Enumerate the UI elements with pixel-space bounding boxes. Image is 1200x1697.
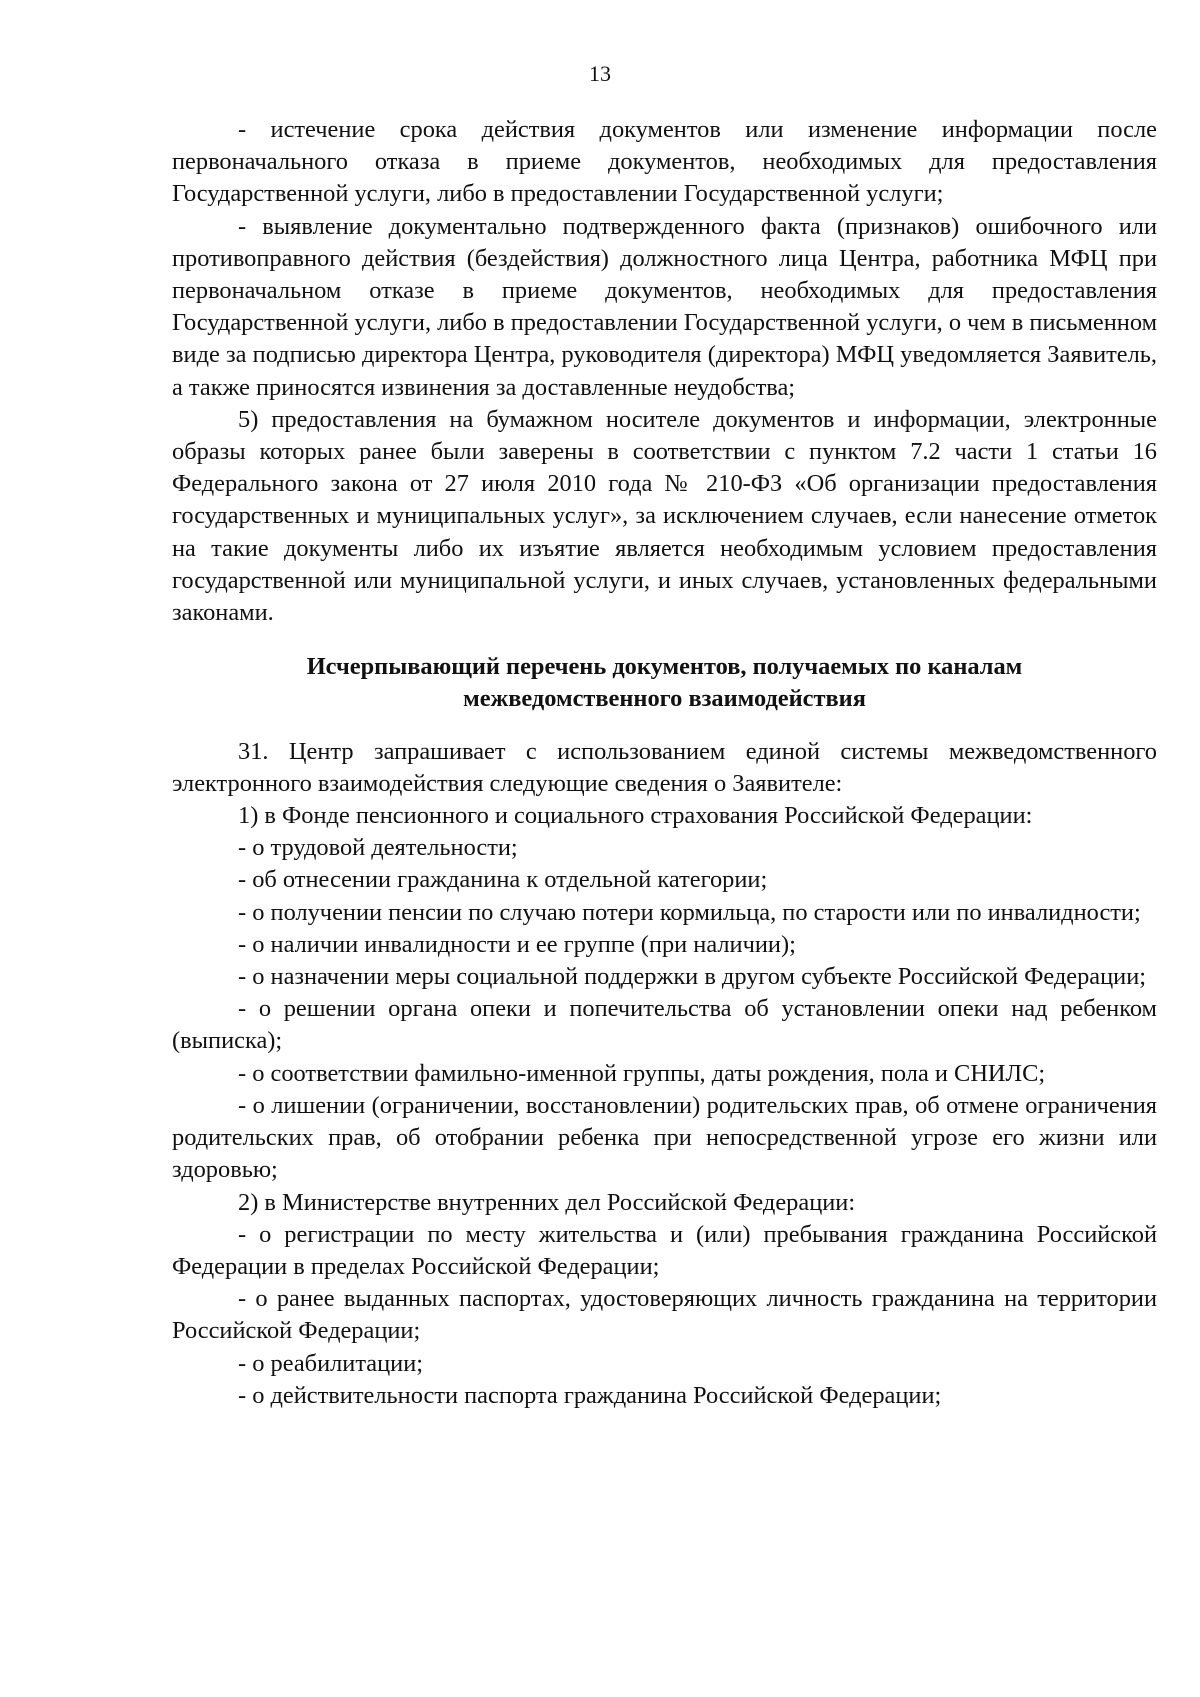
document-body: [172, 114, 1157, 1412]
paragraph: - истечение срока действия документов или изменение информации после первоначального отказа в приеме документов, необходимых для предоставления Государственной услуги, либо в предоставлении Государственной услуги;: [172, 116, 1157, 208]
list-item: - о регистрации по месту жительства и (или) пребывания гражданина Российской Федерации в пределах Российской Федерации;: [172, 1220, 1157, 1280]
paragraph: 1) в Фонде пенсионного и социального страхования Российской Федерации:: [238, 802, 1033, 830]
section-heading-line: межведомственного взаимодействия: [463, 685, 866, 713]
list-item: - о получении пенсии по случаю потери кормильца, по старости или по инвалидности;: [238, 898, 1141, 926]
paragraph: 31. Центр запрашивает с использованием единой системы межведомственного электронного взаимодействия следующие сведения о Заявителе:: [172, 737, 1157, 797]
list-item: - о ранее выданных паспортах, удостоверяющих личность гражданина на территории Российской Федерации;: [172, 1285, 1157, 1345]
list-item: - о лишении (ограничении, восстановлении) родительских прав, об отмене ограничения родительских прав, об отобрании ребенка при непосредственной угрозе его жизни или здоровью;: [172, 1091, 1157, 1184]
paragraph: 2) в Министерстве внутренних дел Российской Федерации:: [238, 1188, 856, 1216]
paragraph: - выявление документально подтвержденного факта (признаков) ошибочного или противоправного действия (бездействия) должностного лица Центра, работника МФЦ при первоначальном отказе в приеме документов, необходимых для предоставления Государственной услуги, либо в предоставлении Государственной услуги, о чем в письменном виде за подписью директора Центра, руководителя (директора) МФЦ уведомляется Заявитель, а также приносятся извинения за доставленные неудобства;: [172, 212, 1157, 401]
list-item: - о назначении меры социальной поддержки в другом субъекте Российской Федерации;: [238, 963, 1147, 991]
section-heading-line: Исчерпывающий перечень документов, получаемых по каналам: [306, 653, 1023, 681]
list-item: - о действительности паспорта гражданина Российской Федерации;: [238, 1381, 942, 1409]
paragraph: 5) предоставления на бумажном носителе документов и информации, электронные образы которых ранее были заверены в соответствии с пунктом 7.2 части 1 статьи 16 Федерального закона от 27 июля 2010 года № 210-ФЗ «Об организации предоставления государственных и муниципальных услуг», за исключением случаев, если нанесение отметок на такие документы либо их изъятие является необходимым условием предоставления государственной или муниципальной услуги, и иных случаев, установленных федеральными законами.: [172, 405, 1157, 627]
list-item: - о реабилитации;: [238, 1349, 424, 1377]
section-heading: [172, 651, 1157, 715]
page-number: 13: [589, 61, 611, 86]
list-item: - о трудовой деятельности;: [238, 834, 518, 862]
list-item: - об отнесении гражданина к отдельной категории;: [238, 866, 768, 894]
list-item: - о соответствии фамильно-именной группы, даты рождения, пола и СНИЛС;: [238, 1059, 1046, 1087]
list-item: - о наличии инвалидности и ее группе (при наличии);: [238, 930, 796, 958]
list-item: - о решении органа опеки и попечительства об установлении опеки над ребенком (выписка);: [172, 995, 1157, 1055]
